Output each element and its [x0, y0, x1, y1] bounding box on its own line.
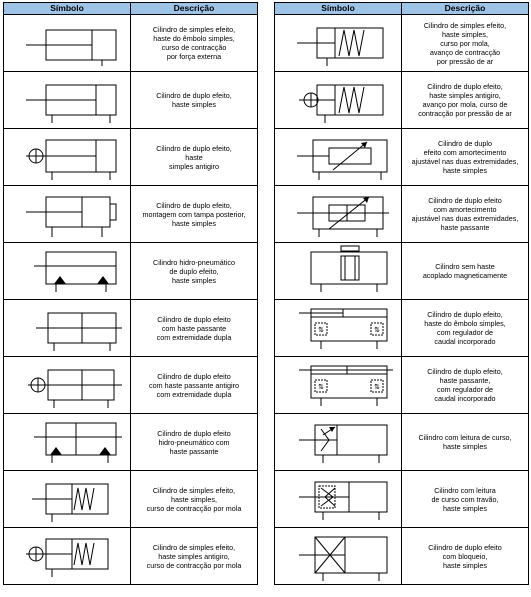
single-acting-spring-return-icon	[12, 16, 122, 70]
adjustable-cushion-icon	[283, 130, 393, 184]
description: Cilindro de simples efeito, haste simples, curso por mola, avanço de contracção por pressão de ar	[423, 20, 507, 66]
table-row	[275, 72, 529, 129]
svg-text:⇅: ⇅	[374, 326, 380, 334]
description: Cilindro de duplo efeito, haste simples	[156, 91, 232, 109]
rodless-magnetic-cylinder-icon	[283, 244, 393, 298]
table-row	[275, 186, 529, 243]
svg-text:⇅: ⇅	[318, 326, 324, 334]
table-row	[4, 129, 258, 186]
table-row	[4, 471, 258, 528]
double-acting-rear-cap-icon	[12, 187, 122, 241]
description: Cilindro de simples efeito, haste do êmbolo simples, curso de contracção por força externa	[152, 25, 236, 61]
description: Cilindro de simples efeito, haste simples antigiro, curso de contracção por mola	[146, 542, 242, 570]
spring-return-anti-rotation-icon	[12, 529, 122, 583]
symbol-table-left	[3, 2, 258, 585]
table-row	[275, 528, 529, 585]
svg-text:⇅: ⇅	[374, 383, 380, 391]
spring-extend-cylinder-icon	[283, 16, 393, 70]
stroke-reading-cylinder-icon	[283, 415, 393, 469]
hydro-pneumatic-through-rod-icon	[12, 415, 122, 469]
table-row	[4, 357, 258, 414]
through-rod-cylinder-icon	[12, 301, 122, 355]
double-acting-single-rod-icon	[12, 73, 122, 127]
description: Cilindro de duplo efeito, haste simples antigiro, avanço por mola, curso de contracção por pressão de ar	[418, 82, 512, 118]
description-header: Descrição	[131, 3, 258, 15]
symbol-table-right	[274, 2, 529, 585]
spring-extend-anti-rotation-icon	[283, 73, 393, 127]
description: Cilindro sem haste acoplado magneticamente	[422, 262, 508, 280]
description: Cilindro de simples efeito, haste simples, curso de contracção por mola	[146, 485, 242, 513]
table-row	[4, 15, 258, 72]
description: Cilindro de duplo efeito com haste passante com extremidade dupla	[156, 314, 232, 342]
double-acting-anti-rotation-icon	[12, 130, 122, 184]
description-header: Descrição	[402, 3, 529, 15]
table-row	[275, 414, 529, 471]
table-row	[275, 243, 529, 300]
table-row	[275, 357, 529, 414]
table-row	[4, 72, 258, 129]
table-row	[4, 528, 258, 585]
description: Cilindro de duplo efeito hidro-pneumático com haste passante	[157, 428, 231, 456]
description: Cilindro hidro-pneumático de duplo efeito, haste simples	[153, 257, 235, 285]
symbol-header: Símbolo	[4, 3, 131, 15]
description: Cilindro de duplo efeito com amortecimento ajustável nas duas extremidades, haste simples	[411, 139, 519, 175]
table-row	[4, 186, 258, 243]
flow-control-through-rod-icon	[283, 358, 393, 412]
table-row	[275, 129, 529, 186]
hydro-pneumatic-cylinder-icon	[12, 244, 122, 298]
through-rod-anti-rotation-icon	[12, 358, 122, 412]
description: Cilindro com leitura de curso com travão, haste simples	[431, 485, 499, 513]
table-row	[275, 300, 529, 357]
description: Cilindro de duplo efeito, haste simples antigiro	[156, 143, 232, 171]
adjustable-cushion-through-rod-icon	[283, 187, 393, 241]
table-row	[275, 15, 529, 72]
description: Cilindro de duplo efeito, montagem com tampa posterior, haste simples	[142, 200, 246, 228]
description: Cilindro com leitura de curso, haste simples	[418, 433, 512, 451]
stroke-reading-lock-icon	[283, 472, 393, 526]
description: Cilindro de duplo efeito com amortecimento ajustável nas duas extremidades, haste passante	[411, 196, 519, 232]
table-row	[4, 300, 258, 357]
description: Cilindro de duplo efeito, haste passante, com regulador de caudal incorporado	[427, 367, 503, 403]
svg-text:⇅: ⇅	[318, 383, 324, 391]
table-row	[4, 414, 258, 471]
spring-return-cylinder-icon	[12, 472, 122, 526]
description: Cilindro de duplo efeito com bloqueio, haste simples	[428, 542, 502, 570]
description: Cilindro de duplo efeito com haste passante antigiro com extremidade dupla	[149, 371, 239, 399]
table-row	[275, 471, 529, 528]
description: Cilindro de duplo efeito, haste do êmbolo simples, com regulador de caudal incorporado	[424, 310, 506, 346]
flow-control-cylinder-icon	[283, 301, 393, 355]
locking-cylinder-icon	[283, 529, 393, 583]
table-row	[4, 243, 258, 300]
symbol-header: Símbolo	[275, 3, 402, 15]
